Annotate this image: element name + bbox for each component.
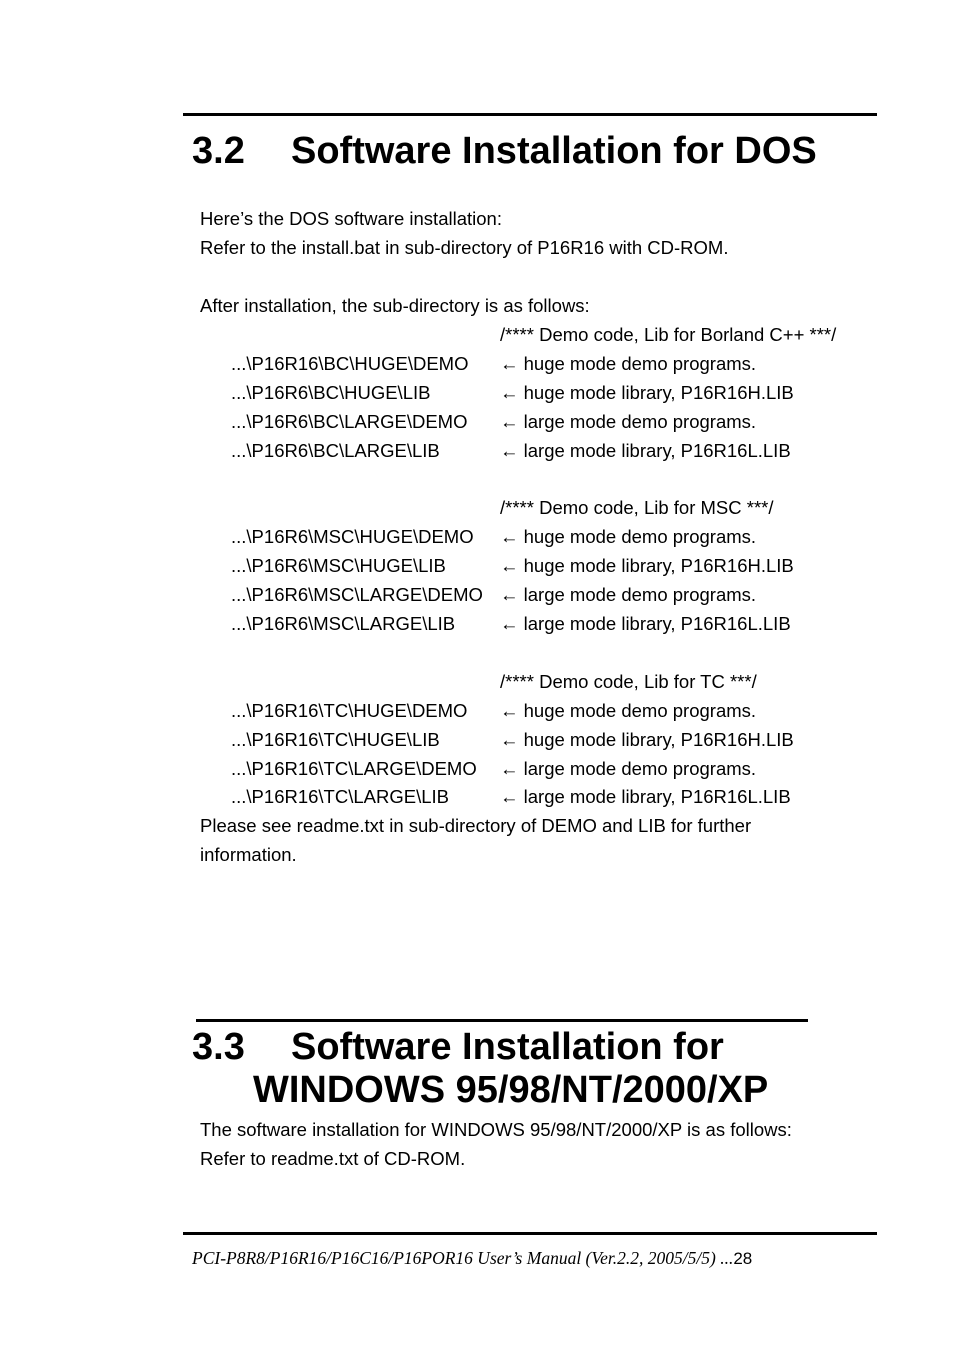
directory-description: ← huge mode demo programs. (500, 699, 757, 721)
directory-description: ← large mode library, P16R16L.LIB (500, 439, 791, 461)
directory-path: ...\P16R6\BC\LARGE\LIB (231, 439, 440, 461)
directory-path: ...\P16R6\BC\HUGE\LIB (231, 381, 431, 403)
directory-description: ← huge mode demo programs. (500, 352, 757, 374)
section-3-3-heading (192, 1026, 724, 1068)
section-3-2-heading (192, 130, 817, 172)
group-header-text: /**** Demo code, Lib for MSC ***/ (500, 497, 774, 519)
directory-description: ← huge mode library, P16R16H.LIB (500, 728, 794, 750)
closing-line-2: information. (200, 844, 297, 865)
directory-description: ← huge mode library, P16R16H.LIB (500, 381, 794, 403)
section-title: Software Installation for DOS (291, 130, 817, 172)
footer-rule (183, 1232, 877, 1235)
after-install-line: After installation, the sub-directory is as follows: (200, 295, 590, 316)
top-rule (183, 113, 877, 116)
directory-path: ...\P16R6\MSC\LARGE\DEMO (231, 584, 483, 606)
intro-line-1: Here’s the DOS software installation: (200, 208, 502, 229)
directory-description: ← huge mode demo programs. (500, 526, 757, 548)
directory-path: ...\P16R16\TC\HUGE\LIB (231, 728, 440, 750)
directory-description: ← large mode demo programs. (500, 757, 757, 779)
page-footer (192, 1248, 752, 1269)
section-title-line-1: Software Installation for (291, 1026, 724, 1068)
intro-line-2: Refer to the install.bat in sub-directory of P16R16 with CD-ROM. (200, 237, 729, 258)
group-header-text: /**** Demo code, Lib for Borland C++ ***/ (500, 324, 837, 345)
page-number: 28 (733, 1249, 753, 1268)
directory-path: ...\P16R16\TC\LARGE\DEMO (231, 757, 477, 779)
directory-description: ← large mode demo programs. (500, 410, 757, 432)
manual-title: PCI-P8R8/P16R16/P16C16/P16POR16 User’s Manual (Ver.2.2, 2005/5/5) ... (192, 1248, 734, 1268)
directory-path: ...\P16R16\TC\HUGE\DEMO (231, 699, 468, 721)
closing-line-1: Please see readme.txt in sub-directory of DEMO and LIB for further (200, 815, 752, 836)
directory-description: ← large mode library, P16R16L.LIB (500, 613, 791, 634)
directory-path: ...\P16R16\BC\HUGE\DEMO (231, 352, 469, 374)
directory-description: ← large mode demo programs. (500, 584, 757, 606)
group-header-text: /**** Demo code, Lib for TC ***/ (500, 670, 757, 692)
section-title-line-2: WINDOWS 95/98/NT/2000/XP (253, 1069, 769, 1111)
section-3-3-rule (196, 1019, 808, 1022)
directory-description: ← large mode library, P16R16L.LIB (500, 786, 791, 808)
directory-path: ...\P16R6\MSC\HUGE\LIB (231, 555, 446, 577)
directory-description: ← huge mode library, P16R16H.LIB (500, 555, 794, 577)
windows-line-1: The software installation for WINDOWS 95/98/NT/2000/XP is as follows: (200, 1119, 792, 1140)
directory-path: ...\P16R6\BC\LARGE\DEMO (231, 410, 468, 432)
directory-path: ...\P16R16\TC\LARGE\LIB (231, 786, 449, 808)
section-number: 3.3 (192, 1026, 245, 1068)
windows-line-2: Refer to readme.txt of CD-ROM. (200, 1148, 466, 1169)
section-number: 3.2 (192, 130, 245, 172)
directory-path: ...\P16R6\MSC\LARGE\LIB (231, 613, 456, 634)
directory-path: ...\P16R6\MSC\HUGE\DEMO (231, 526, 474, 548)
